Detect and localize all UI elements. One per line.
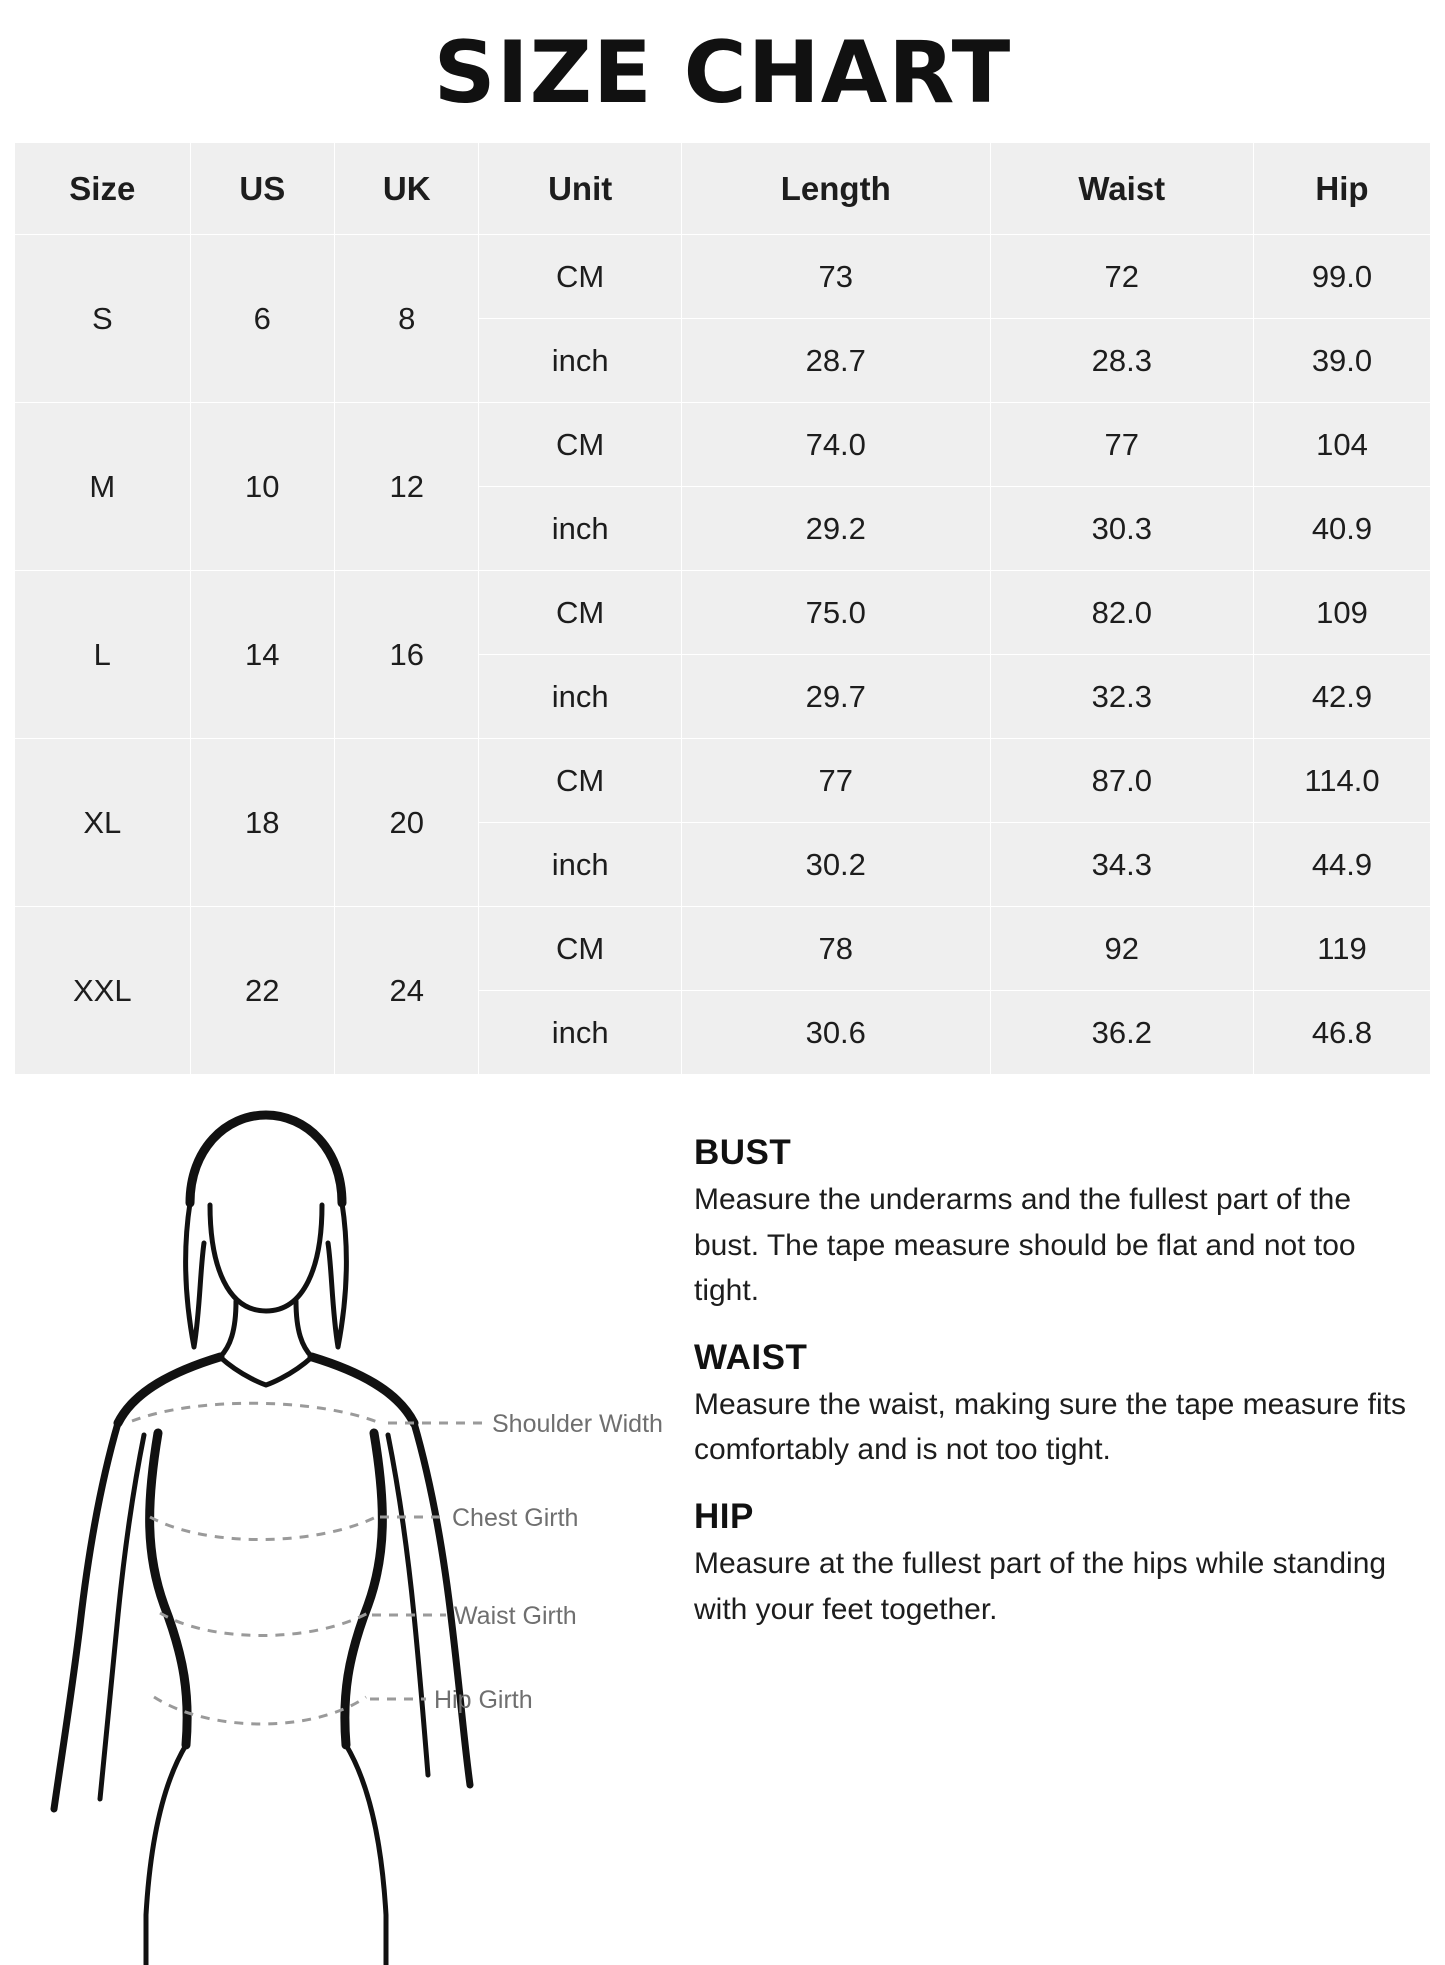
column-header-size: Size bbox=[15, 143, 191, 235]
cell-hip: 99.0 bbox=[1253, 235, 1430, 319]
cell-hip: 39.0 bbox=[1253, 319, 1430, 403]
waist-measure-line bbox=[160, 1613, 368, 1636]
cell-waist: 32.3 bbox=[990, 655, 1253, 739]
cell-waist: 87.0 bbox=[990, 739, 1253, 823]
cell-unit: inch bbox=[479, 823, 681, 907]
column-header-length: Length bbox=[681, 143, 990, 235]
cell-unit: inch bbox=[479, 991, 681, 1075]
cell-waist: 77 bbox=[990, 403, 1253, 487]
cell-length: 77 bbox=[681, 739, 990, 823]
cell-hip: 42.9 bbox=[1253, 655, 1430, 739]
cell-uk: 16 bbox=[335, 571, 479, 739]
label-chest-girth: Chest Girth bbox=[452, 1504, 579, 1532]
label-waist-girth: Waist Girth bbox=[454, 1602, 577, 1630]
cell-length: 29.2 bbox=[681, 487, 990, 571]
shoulder-measure-line bbox=[132, 1403, 380, 1423]
cell-us: 14 bbox=[190, 571, 334, 739]
cell-us: 10 bbox=[190, 403, 334, 571]
cell-waist: 30.3 bbox=[990, 487, 1253, 571]
page-title: SIZE CHART bbox=[433, 23, 1012, 123]
cell-hip: 46.8 bbox=[1253, 991, 1430, 1075]
cell-length: 28.7 bbox=[681, 319, 990, 403]
cell-unit: CM bbox=[479, 235, 681, 319]
cell-waist: 72 bbox=[990, 235, 1253, 319]
guide-text-column bbox=[674, 1085, 1431, 1632]
cell-hip: 104 bbox=[1253, 403, 1430, 487]
column-header-waist: Waist bbox=[990, 143, 1253, 235]
cell-uk: 12 bbox=[335, 403, 479, 571]
cell-unit: inch bbox=[479, 487, 681, 571]
guide-heading-hip: HIP bbox=[694, 1496, 754, 1536]
cell-unit: CM bbox=[479, 571, 681, 655]
cell-unit: inch bbox=[479, 319, 681, 403]
guide-body-hip: Measure at the fullest part of the hips while standing with your feet together. bbox=[694, 1546, 1387, 1626]
table-row bbox=[15, 403, 1431, 487]
label-hip-girth: Hip Girth bbox=[434, 1686, 533, 1714]
cell-waist: 34.3 bbox=[990, 823, 1253, 907]
table-header-row bbox=[15, 143, 1431, 235]
column-header-hip: Hip bbox=[1253, 143, 1430, 235]
cell-unit: CM bbox=[479, 739, 681, 823]
guide-body-bust: Measure the underarms and the fullest part of the bust. The tape measure should be flat and not too tight. bbox=[694, 1183, 1356, 1308]
cell-length: 74.0 bbox=[681, 403, 990, 487]
cell-us: 18 bbox=[190, 739, 334, 907]
column-header-us: US bbox=[190, 143, 334, 235]
cell-size: M bbox=[15, 403, 191, 571]
column-header-uk: UK bbox=[335, 143, 479, 235]
size-table-container bbox=[0, 142, 1445, 1075]
cell-length: 78 bbox=[681, 907, 990, 991]
cell-hip: 109 bbox=[1253, 571, 1430, 655]
cell-length: 75.0 bbox=[681, 571, 990, 655]
cell-unit: inch bbox=[479, 655, 681, 739]
cell-length: 30.2 bbox=[681, 823, 990, 907]
table-row bbox=[15, 739, 1431, 823]
cell-length: 73 bbox=[681, 235, 990, 319]
cell-uk: 20 bbox=[335, 739, 479, 907]
guide-heading-bust: BUST bbox=[694, 1133, 792, 1172]
cell-waist: 82.0 bbox=[990, 571, 1253, 655]
table-row bbox=[15, 907, 1431, 991]
size-table bbox=[14, 142, 1431, 1075]
cell-length: 30.6 bbox=[681, 991, 990, 1075]
cell-us: 22 bbox=[190, 907, 334, 1075]
cell-hip: 114.0 bbox=[1253, 739, 1430, 823]
cell-unit: CM bbox=[479, 403, 681, 487]
measurement-guide-section bbox=[0, 1075, 1445, 1965]
table-row bbox=[15, 571, 1431, 655]
cell-uk: 24 bbox=[335, 907, 479, 1075]
cell-size: XXL bbox=[15, 907, 191, 1075]
cell-size: S bbox=[15, 235, 191, 403]
label-shoulder-width: Shoulder Width bbox=[492, 1410, 663, 1438]
cell-hip: 119 bbox=[1253, 907, 1430, 991]
chest-measure-line bbox=[150, 1517, 376, 1540]
cell-us: 6 bbox=[190, 235, 334, 403]
column-header-unit: Unit bbox=[479, 143, 681, 235]
cell-waist: 92 bbox=[990, 907, 1253, 991]
cell-length: 29.7 bbox=[681, 655, 990, 739]
cell-size: L bbox=[15, 571, 191, 739]
cell-size: XL bbox=[15, 739, 191, 907]
cell-unit: CM bbox=[479, 907, 681, 991]
table-row bbox=[15, 235, 1431, 319]
cell-uk: 8 bbox=[335, 235, 479, 403]
cell-waist: 28.3 bbox=[990, 319, 1253, 403]
cell-waist: 36.2 bbox=[990, 991, 1253, 1075]
female-body-figure bbox=[14, 1085, 674, 1965]
cell-hip: 40.9 bbox=[1253, 487, 1430, 571]
guide-body-waist: Measure the waist, making sure the tape measure fits comfortably and is not too tight. bbox=[694, 1387, 1407, 1467]
guide-heading-waist: WAIST bbox=[694, 1337, 808, 1377]
body-figure-container bbox=[14, 1085, 674, 1965]
cell-hip: 44.9 bbox=[1253, 823, 1430, 907]
